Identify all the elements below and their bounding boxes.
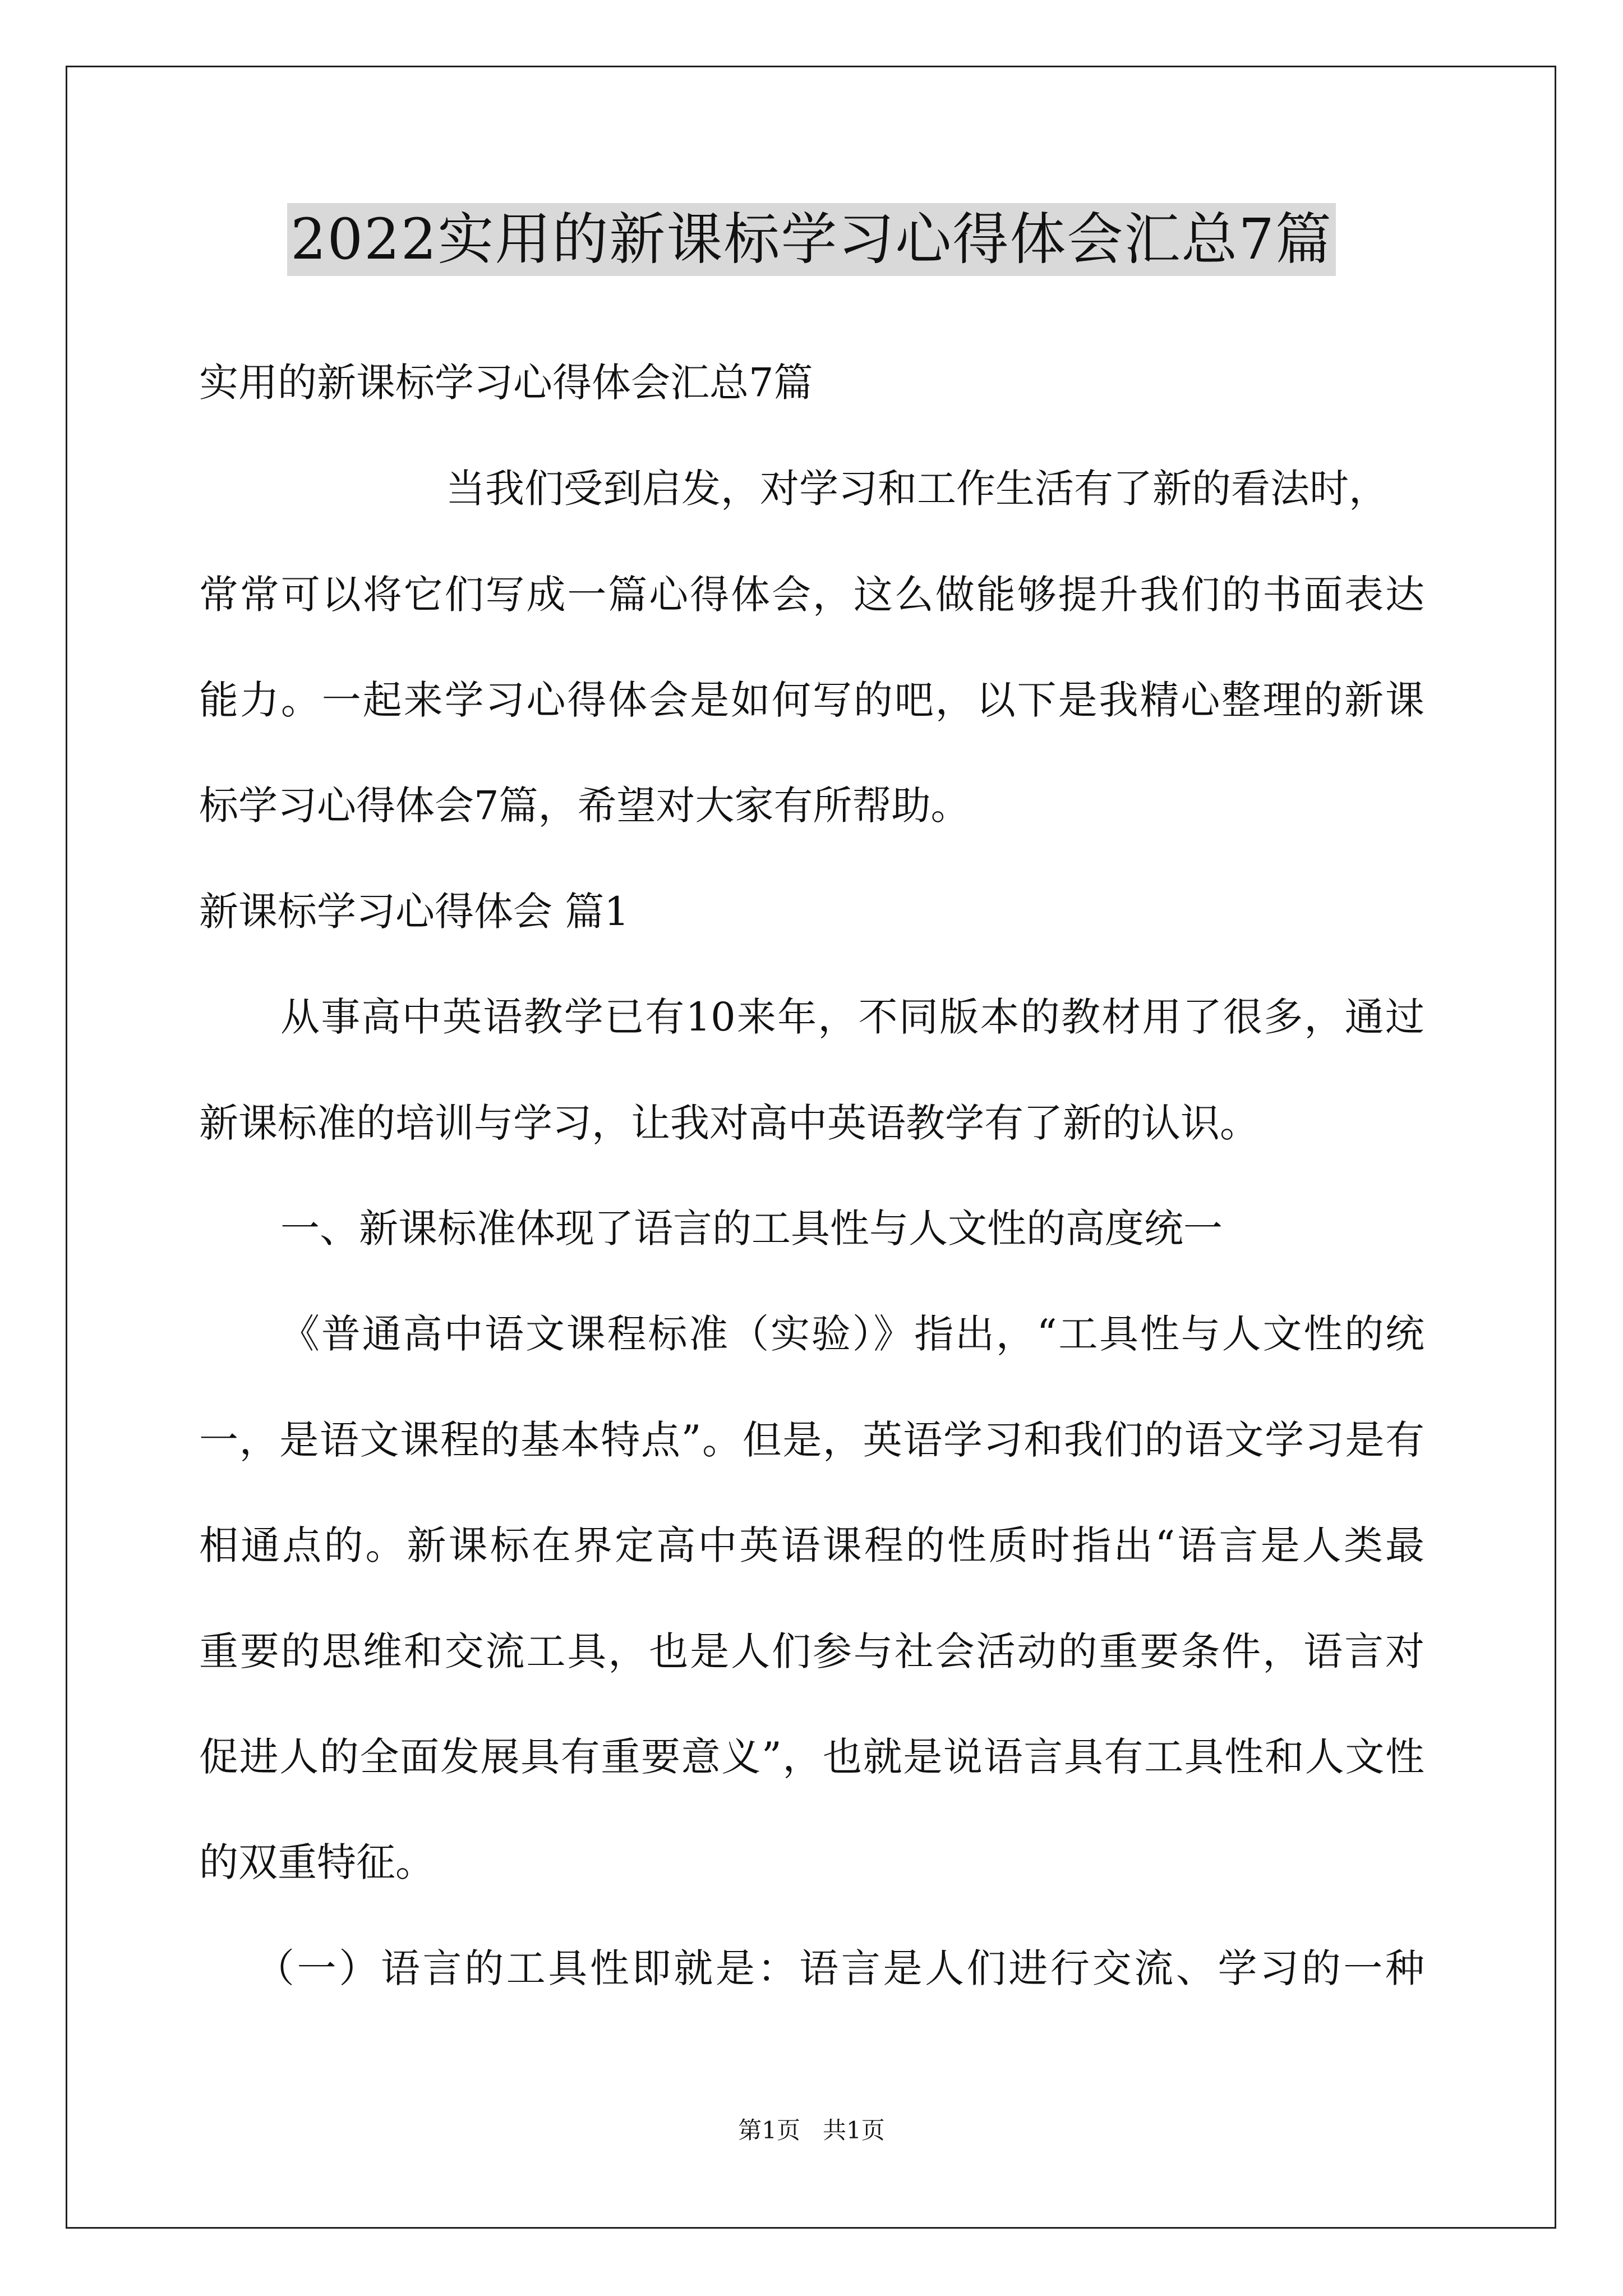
body-line-10: （一）语言的工具性即就是：语言是人们进行交流、学习的一种	[255, 1945, 1424, 1991]
body-line-4: 《普通高中语文课程标准（实验）》指出，“工具性与人文性的统	[280, 1311, 1424, 1357]
document-title: 2022实用的新课标学习心得体会汇总7篇	[287, 203, 1336, 276]
section-heading: 新课标学习心得体会 篇1	[199, 889, 629, 935]
title-container	[0, 203, 1623, 276]
body-line-9: 的双重特征。	[199, 1839, 435, 1885]
body-line-2: 新课标准的培训与学习，让我对高中英语教学有了新的认识。	[199, 1100, 1259, 1146]
intro-line-4: 标学习心得体会7篇，希望对大家有所帮助。	[199, 783, 970, 829]
intro-line-2: 常常可以将它们写成一篇心得体会，这么做能够提升我们的书面表达	[199, 572, 1424, 618]
intro-line-1: 当我们受到启发，对学习和工作生活有了新的看法时，	[446, 466, 1388, 512]
body-line-6: 相通点的。新课标在界定高中英语课程的性质时指出“语言是人类最	[199, 1522, 1424, 1568]
body-line-8: 促进人的全面发展具有重要意义”，也就是说语言具有工具性和人文性	[199, 1734, 1424, 1780]
body-line-7: 重要的思维和交流工具，也是人们参与社会活动的重要条件，语言对	[199, 1628, 1424, 1674]
body-line-3: 一、新课标准体现了语言的工具性与人文性的高度统一	[280, 1205, 1223, 1251]
document-subtitle: 实用的新课标学习心得体会汇总7篇	[199, 360, 813, 406]
body-line-5: 一，是语文课程的基本特点”。但是，英语学习和我们的语文学习是有	[199, 1417, 1424, 1463]
body-line-1: 从事高中英语教学已有10来年，不同版本的教材用了很多，通过	[280, 994, 1424, 1040]
intro-line-3: 能力。一起来学习心得体会是如何写的吧，以下是我精心整理的新课	[199, 677, 1424, 723]
page-footer: 第1页 共1页	[738, 2116, 885, 2144]
